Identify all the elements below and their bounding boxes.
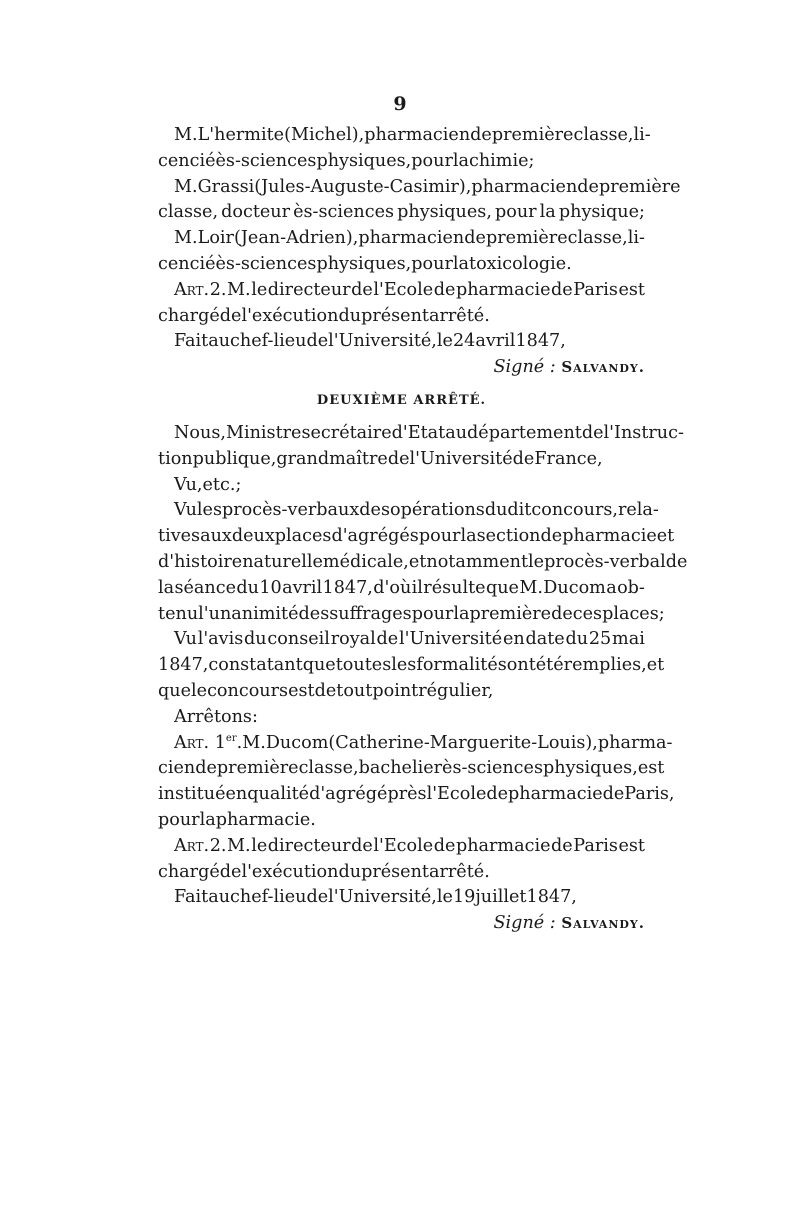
text-line: Art. 1er. M. Ducom (Catherine-Marguerite-Louis), pharma- xyxy=(174,732,673,753)
text-line: cencié ès-sciences physiques, pour la toxicologie. xyxy=(158,253,572,274)
signature-prefix: Signé : xyxy=(493,913,556,934)
text-line: tenu l'unanimité des suffrages pour la première de ces places; xyxy=(158,603,665,624)
page-number: 9 xyxy=(393,93,407,115)
text-line: cencié ès-sciences physiques, pour la chimie; xyxy=(158,150,535,171)
text-line: M. L'hermite (Michel), pharmacien de première classe, li- xyxy=(174,125,651,145)
text-line: Nous, Ministre secrétaire d'Etat au département de l'Instruc- xyxy=(174,422,684,443)
signature-prefix: Signé : xyxy=(493,357,556,378)
text-line: la séance du 10 avril 1847, d'où il résulte que M. Ducom a ob- xyxy=(158,577,645,598)
text-line: Fait au chef-lieu de l'Université, le 19 juillet 1847, xyxy=(174,887,577,908)
article-label: Art. 1 xyxy=(174,732,226,753)
signature-line xyxy=(158,355,645,381)
text-line: pour la pharmacie. xyxy=(158,809,316,830)
text-line: cien de première classe, bachelier ès-sciences physiques, est xyxy=(158,758,665,779)
signature-name: Salvandy. xyxy=(561,358,645,377)
text-line: d'histoire naturelle médicale, et notamment le procès-verbal de xyxy=(158,551,688,572)
text-line: que le concours est de tout point régulier, xyxy=(158,680,494,701)
text-line: Fait au chef-lieu de l'Université, le 24 avril 1847, xyxy=(174,331,566,352)
text-line: Art. 2. M. le directeur de l'Ecole de pharmacie de Paris est xyxy=(174,279,645,300)
text-line: tion publique, grand maître de l'Université de France, xyxy=(158,448,603,469)
text-line: institué en qualité d'agrégé près l'Ecole de pharmacie de Paris, xyxy=(158,784,675,805)
text-line: Vu l'avis du conseil royal de l'Université en date du 25 mai xyxy=(174,629,645,650)
text-line: M. Loir (Jean-Adrien), pharmacien de première classe, li- xyxy=(174,228,645,249)
text-line: 1847, constatant que toutes les formalités ont été remplies, et xyxy=(158,655,665,676)
text-line: tives aux deux places d'agrégés pour la section de pharmacie et xyxy=(158,526,675,547)
article-label: Art. xyxy=(174,835,210,856)
section-heading: DEUXIÈME ARRÊTÉ. xyxy=(316,392,487,408)
text-line: chargé de l'exécution du présent arrêté. xyxy=(158,861,490,882)
signature-name: Salvandy. xyxy=(561,914,645,933)
signature-line xyxy=(158,911,645,937)
text-line: Vu, etc.; xyxy=(174,474,242,495)
text-line: Arrêtons : xyxy=(174,706,258,727)
text-line: chargé de l'exécution du présent arrêté. xyxy=(158,305,490,326)
article-label: Art. xyxy=(174,279,210,300)
text-line: Vu les procès-verbaux des opérations dudit concours, rela- xyxy=(174,500,659,521)
page-text xyxy=(158,123,688,937)
text-line: M. Grassi (Jules-Auguste-Casimir), pharmacien de première xyxy=(174,176,681,197)
text-line: Art. 2. M. le directeur de l'Ecole de pharmacie de Paris est xyxy=(174,835,645,856)
text-line: classe, docteur ès-sciences physiques, pour la physique; xyxy=(158,202,645,223)
